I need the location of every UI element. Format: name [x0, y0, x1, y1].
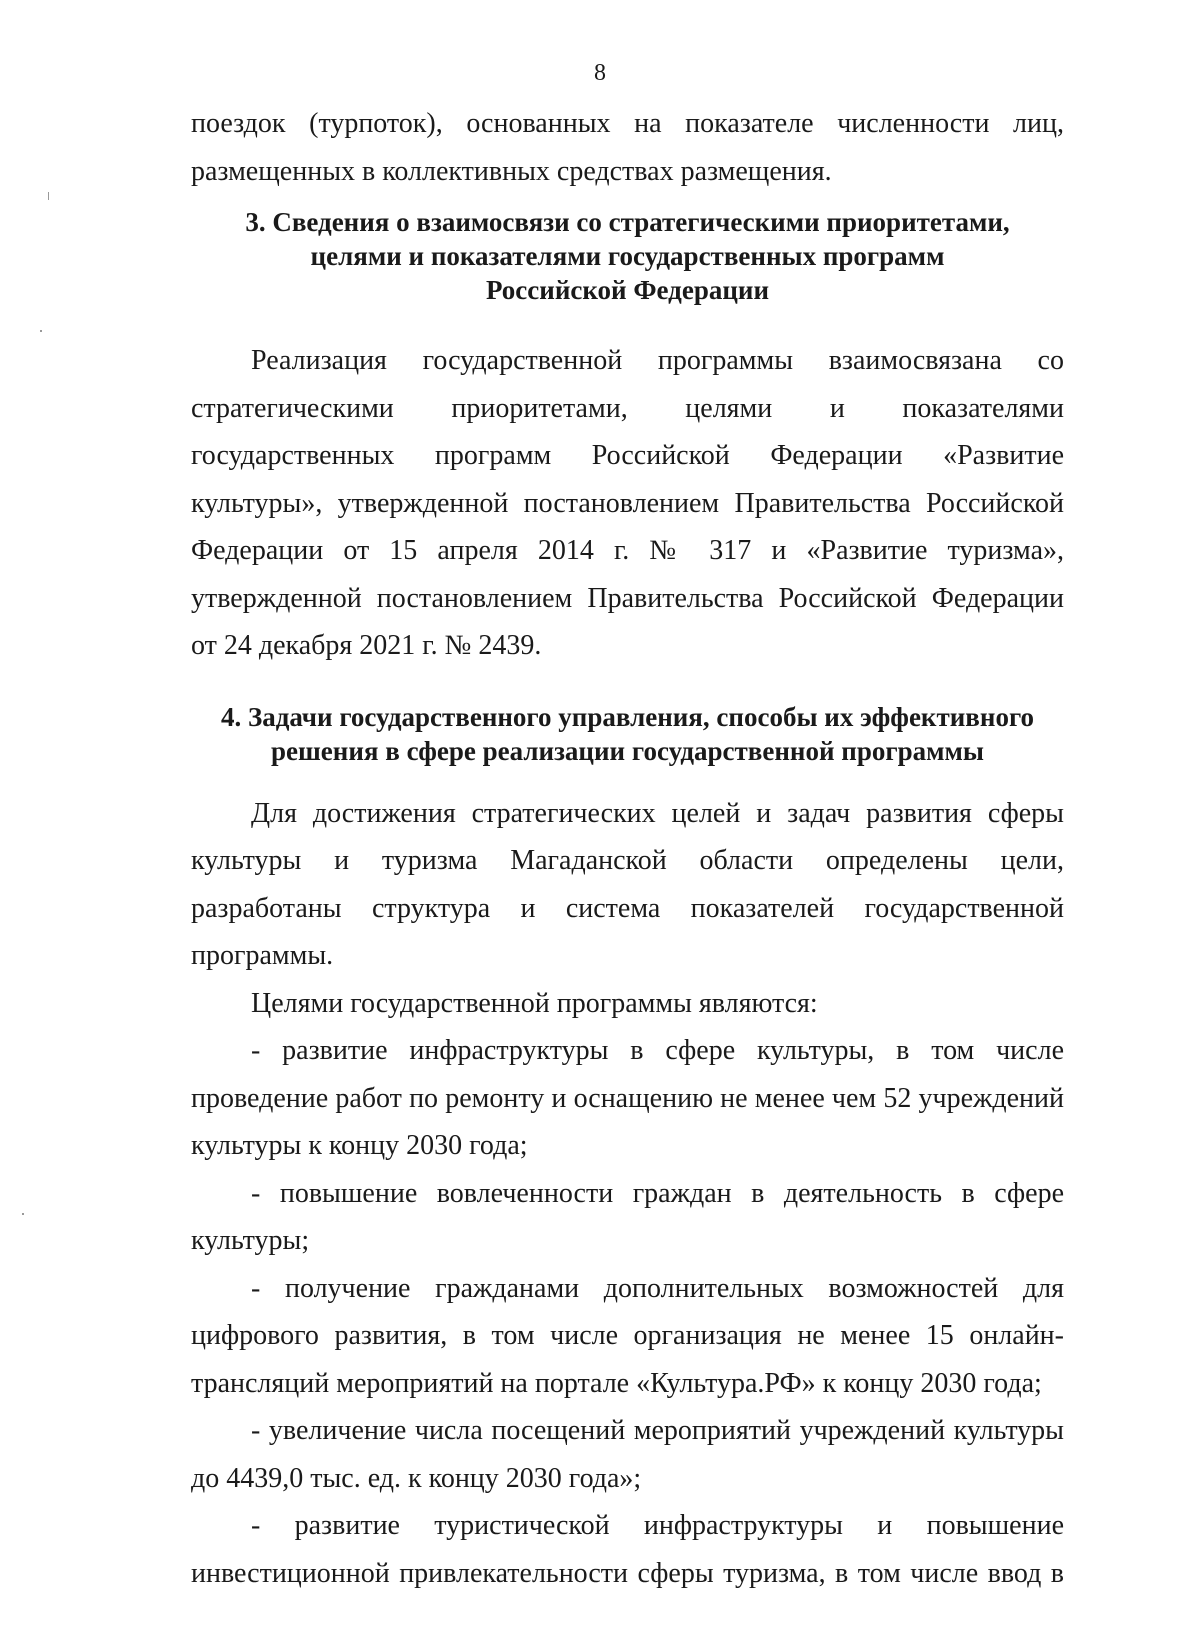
goals-intro: Целями государственной программы являются:	[251, 987, 818, 1019]
goal-item: - увеличение числа посещений мероприятий учреждений культуры до 4439,0 тыс. ед. к концу 2030 года»;	[191, 1415, 1064, 1494]
scan-speck	[48, 192, 49, 200]
section-3-heading	[191, 205, 1064, 307]
section-4-title-line-1: 4. Задачи государственного управления, способы их эффективного	[220, 701, 1035, 732]
page-number: 8	[594, 60, 606, 86]
section-4-heading	[191, 700, 1064, 768]
goal-item: - получение гражданами дополнительных возможностей для цифрового развития, в том числе организация не менее 15 онлайн-трансляций мероприятий на портале «Культура.РФ» к концу 2030 года;	[191, 1272, 1064, 1399]
goal-item: - развитие инфраструктуры в сфере культуры, в том числе проведение работ по ремонту и оснащению не менее чем 52 учреждений культуры к концу 2030 года;	[191, 1035, 1064, 1161]
goal-item: - развитие туристической инфраструктуры и повышение инвестиционной привлекательности сферы туризма, в том числе ввод в	[191, 1510, 1064, 1589]
intro-paragraph: поездок (турпоток), основанных на показателе численности лиц, размещенных в коллективных средствах размещения.	[191, 108, 1064, 187]
page-content	[191, 100, 1064, 1597]
scan-speck	[40, 330, 42, 332]
goal-item: - повышение вовлеченности граждан в деятельность в сфере культуры;	[191, 1177, 1064, 1256]
section-3-title-line-3: Российской Федерации	[485, 275, 770, 305]
section-4-paragraph-1: Для достижения стратегических целей и задач развития сферы культуры и туризма Магаданской области определены цели, разработаны структура и система показателей государственной программы.	[191, 797, 1064, 971]
section-3-title-line-2: целями и показателями государственных программ	[310, 241, 945, 271]
scan-speck	[22, 1213, 24, 1215]
section-3-title-line-1: 3. Сведения о взаимосвязи со стратегическими приоритетами,	[245, 207, 1010, 237]
section-4-title-line-2: решения в сфере реализации государственной программы	[271, 735, 984, 766]
section-3-paragraph: Реализация государственной программы взаимосвязана со стратегическими приоритетами, целями и показателями государственных программ Российской Федерации «Развитие культуры», утвержденной постановлением Правительства Российской Федерации от 15 апреля 2014 г. № 317 и «Развитие туризма», утвержденной постановлением Правительства Российской Федерации от 24 декабря 2021 г. № 2439.	[191, 345, 1064, 661]
